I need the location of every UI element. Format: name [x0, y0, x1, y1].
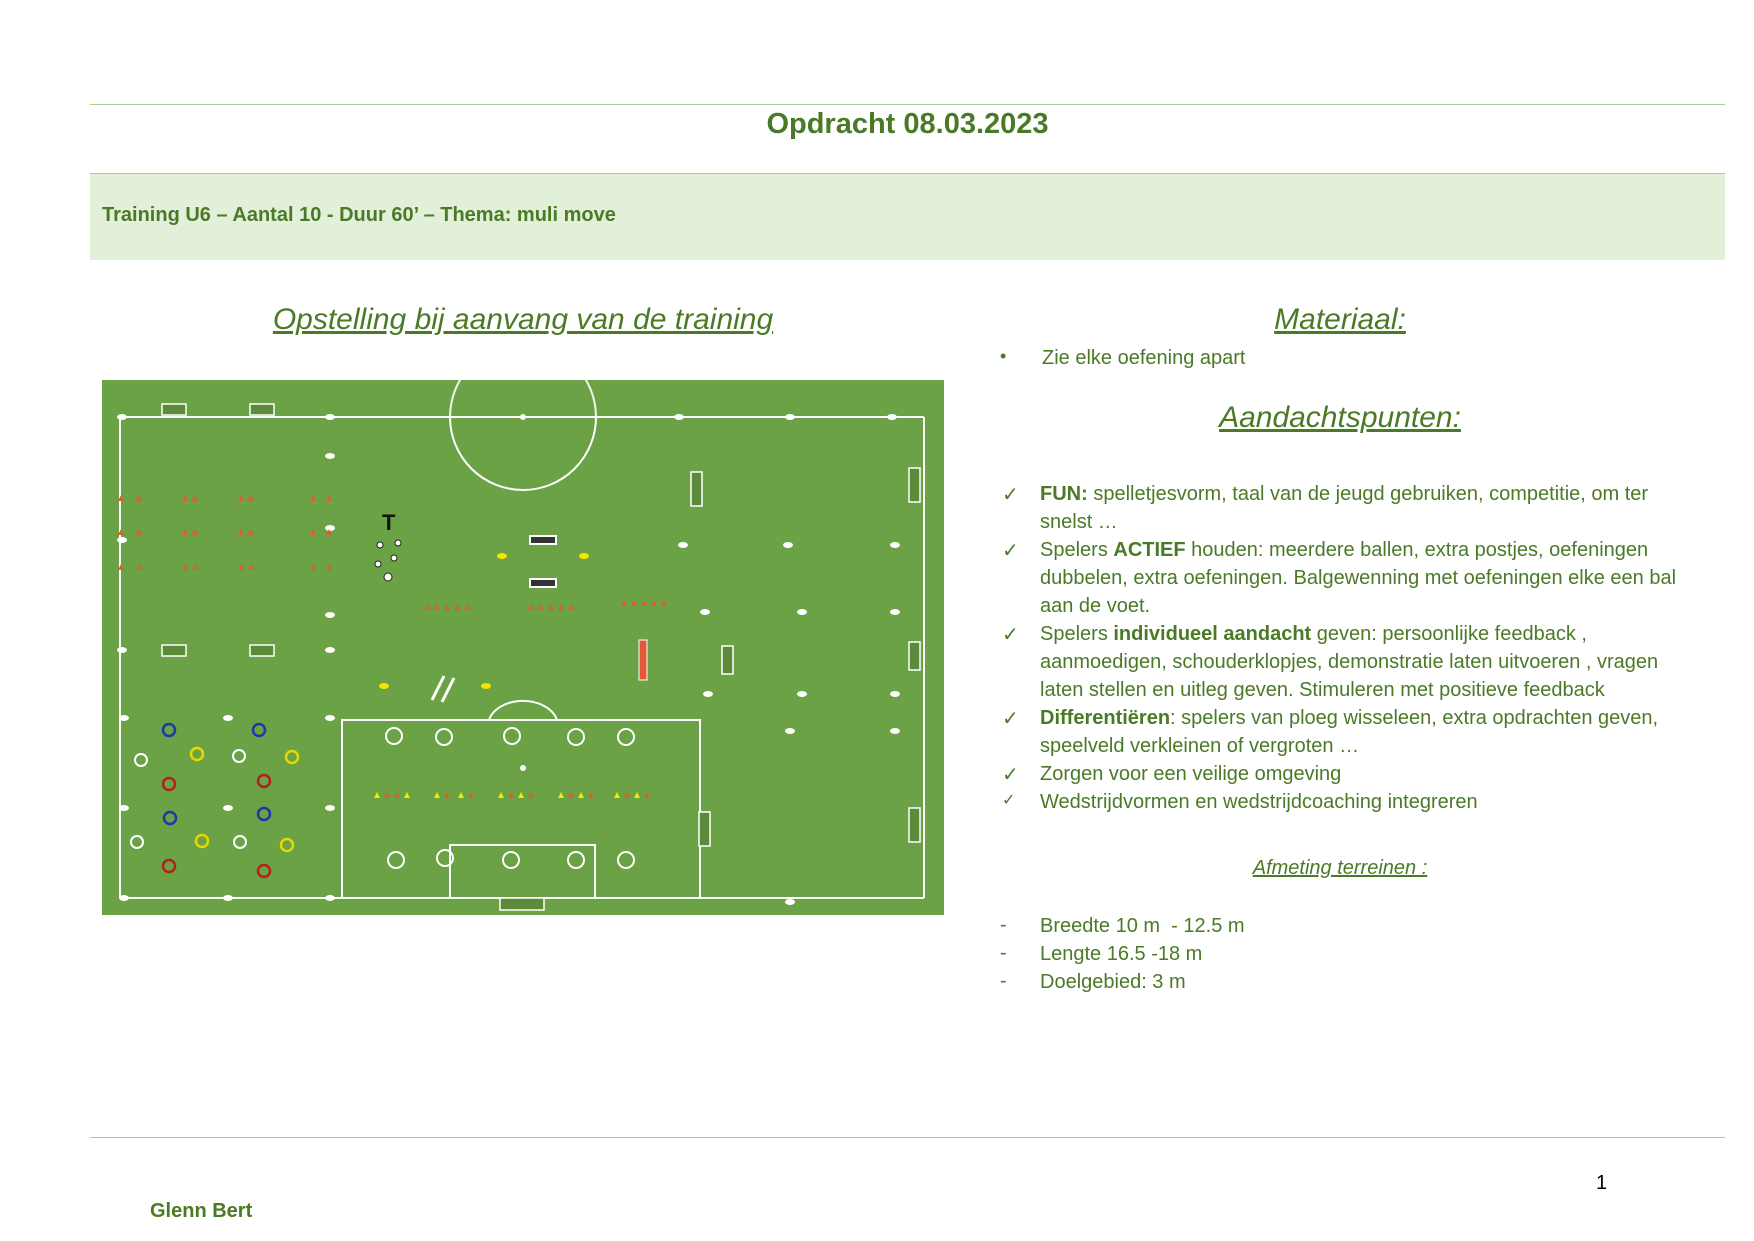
center-spot [520, 414, 526, 420]
check-icon: ✓ [1002, 484, 1019, 506]
point-text: spelletjesvorm, taal van de jeugd gebruiken, competitie, om ter [1087, 483, 1649, 505]
training-banner [90, 173, 1725, 260]
poles [432, 676, 454, 702]
dash: - [1000, 942, 1007, 964]
check-icon: ✓ [1002, 624, 1019, 646]
point-text: dubbelen, extra oefeningen. Balgewenning met oefeningen elke een bal [1040, 567, 1677, 589]
point-bold: ACTIEF [1113, 539, 1186, 561]
balls [375, 540, 401, 581]
page-number: 1 [1596, 1172, 1608, 1194]
point-text: Spelers [1040, 539, 1114, 561]
point-text: houden: meerdere ballen, extra postjes, oefeningen [1185, 539, 1649, 561]
bottom-rule [90, 1137, 1725, 1138]
point-veilig: Zorgen voor een veilige omgeving [1040, 763, 1342, 785]
author-name: Glenn Bert [150, 1200, 253, 1222]
setup-heading: Opstelling bij aanvang van de training [272, 303, 774, 336]
afmeting-lengte: Lengte 16.5 -18 m [1040, 943, 1203, 965]
hoops-colored [163, 724, 298, 877]
ladders [530, 536, 556, 587]
white-discs [117, 414, 900, 905]
point-bold: Differentiëren [1040, 707, 1171, 729]
aandachtspunten-heading: Aandachtspunten: [1219, 401, 1461, 434]
point-actief [1040, 536, 1730, 620]
afmeting-breedte: Breedte 10 m - 12.5 m [1040, 915, 1245, 937]
point-text: geven: persoonlijke feedback , [1311, 623, 1587, 645]
cone-rows [424, 600, 667, 610]
dash: - [1000, 970, 1007, 992]
afmeting-doelgebied: Doelgebied: 3 m [1040, 971, 1186, 993]
training-field-diagram [102, 380, 944, 915]
penalty-spot [520, 765, 526, 771]
trainer-marker: T [382, 510, 396, 535]
point-fun [1040, 480, 1730, 536]
point-text: aan de voet. [1040, 595, 1151, 617]
small-goals [162, 404, 920, 910]
banner-text: Training U6 – Aantal 10 - Duur 60’ – Thema: muli move [102, 204, 616, 226]
dash: - [1000, 914, 1007, 936]
field-lines [120, 380, 924, 898]
materiaal-bullet: • [1000, 346, 1007, 366]
check-icon: ✓ [1002, 708, 1019, 730]
point-text: : spelers van ploeg wisseleen, extra opdrachten geven, [1170, 707, 1659, 729]
point-bold: FUN: [1040, 483, 1088, 505]
check-icon: ✓ [1002, 540, 1019, 562]
cones-grid [118, 495, 332, 570]
point-text: Spelers [1040, 623, 1114, 645]
materiaal-heading: Materiaal: [1274, 303, 1406, 336]
afmeting-heading: Afmeting terreinen : [1252, 857, 1428, 879]
page-title: Opdracht 08.03.2023 [766, 108, 1049, 140]
field-svg [102, 380, 944, 915]
point-text: aanmoedigen, schouderklopjes, demonstratie laten uitvoeren , vragen [1040, 651, 1659, 673]
point-text: snelst … [1040, 511, 1118, 533]
yellow-discs [379, 553, 589, 689]
materiaal-item: Zie elke oefening apart [1042, 347, 1246, 369]
mixed-cones [374, 792, 650, 798]
point-differentieren [1040, 704, 1730, 760]
top-rule [90, 104, 1725, 105]
point-text: laten stellen en uitleg geven. Stimuleren met positieve feedback [1040, 679, 1605, 701]
point-aandacht [1040, 620, 1730, 704]
point-text: speelveld verkleinen of vergroten … [1040, 735, 1360, 757]
point-wedstrijd: Wedstrijdvormen en wedstrijdcoaching integreren [1040, 791, 1478, 813]
point-bold: individueel aandacht [1113, 623, 1312, 645]
check-icon: ✓ [1002, 792, 1016, 809]
check-icon: ✓ [1002, 764, 1019, 786]
pole-stack [639, 640, 647, 680]
